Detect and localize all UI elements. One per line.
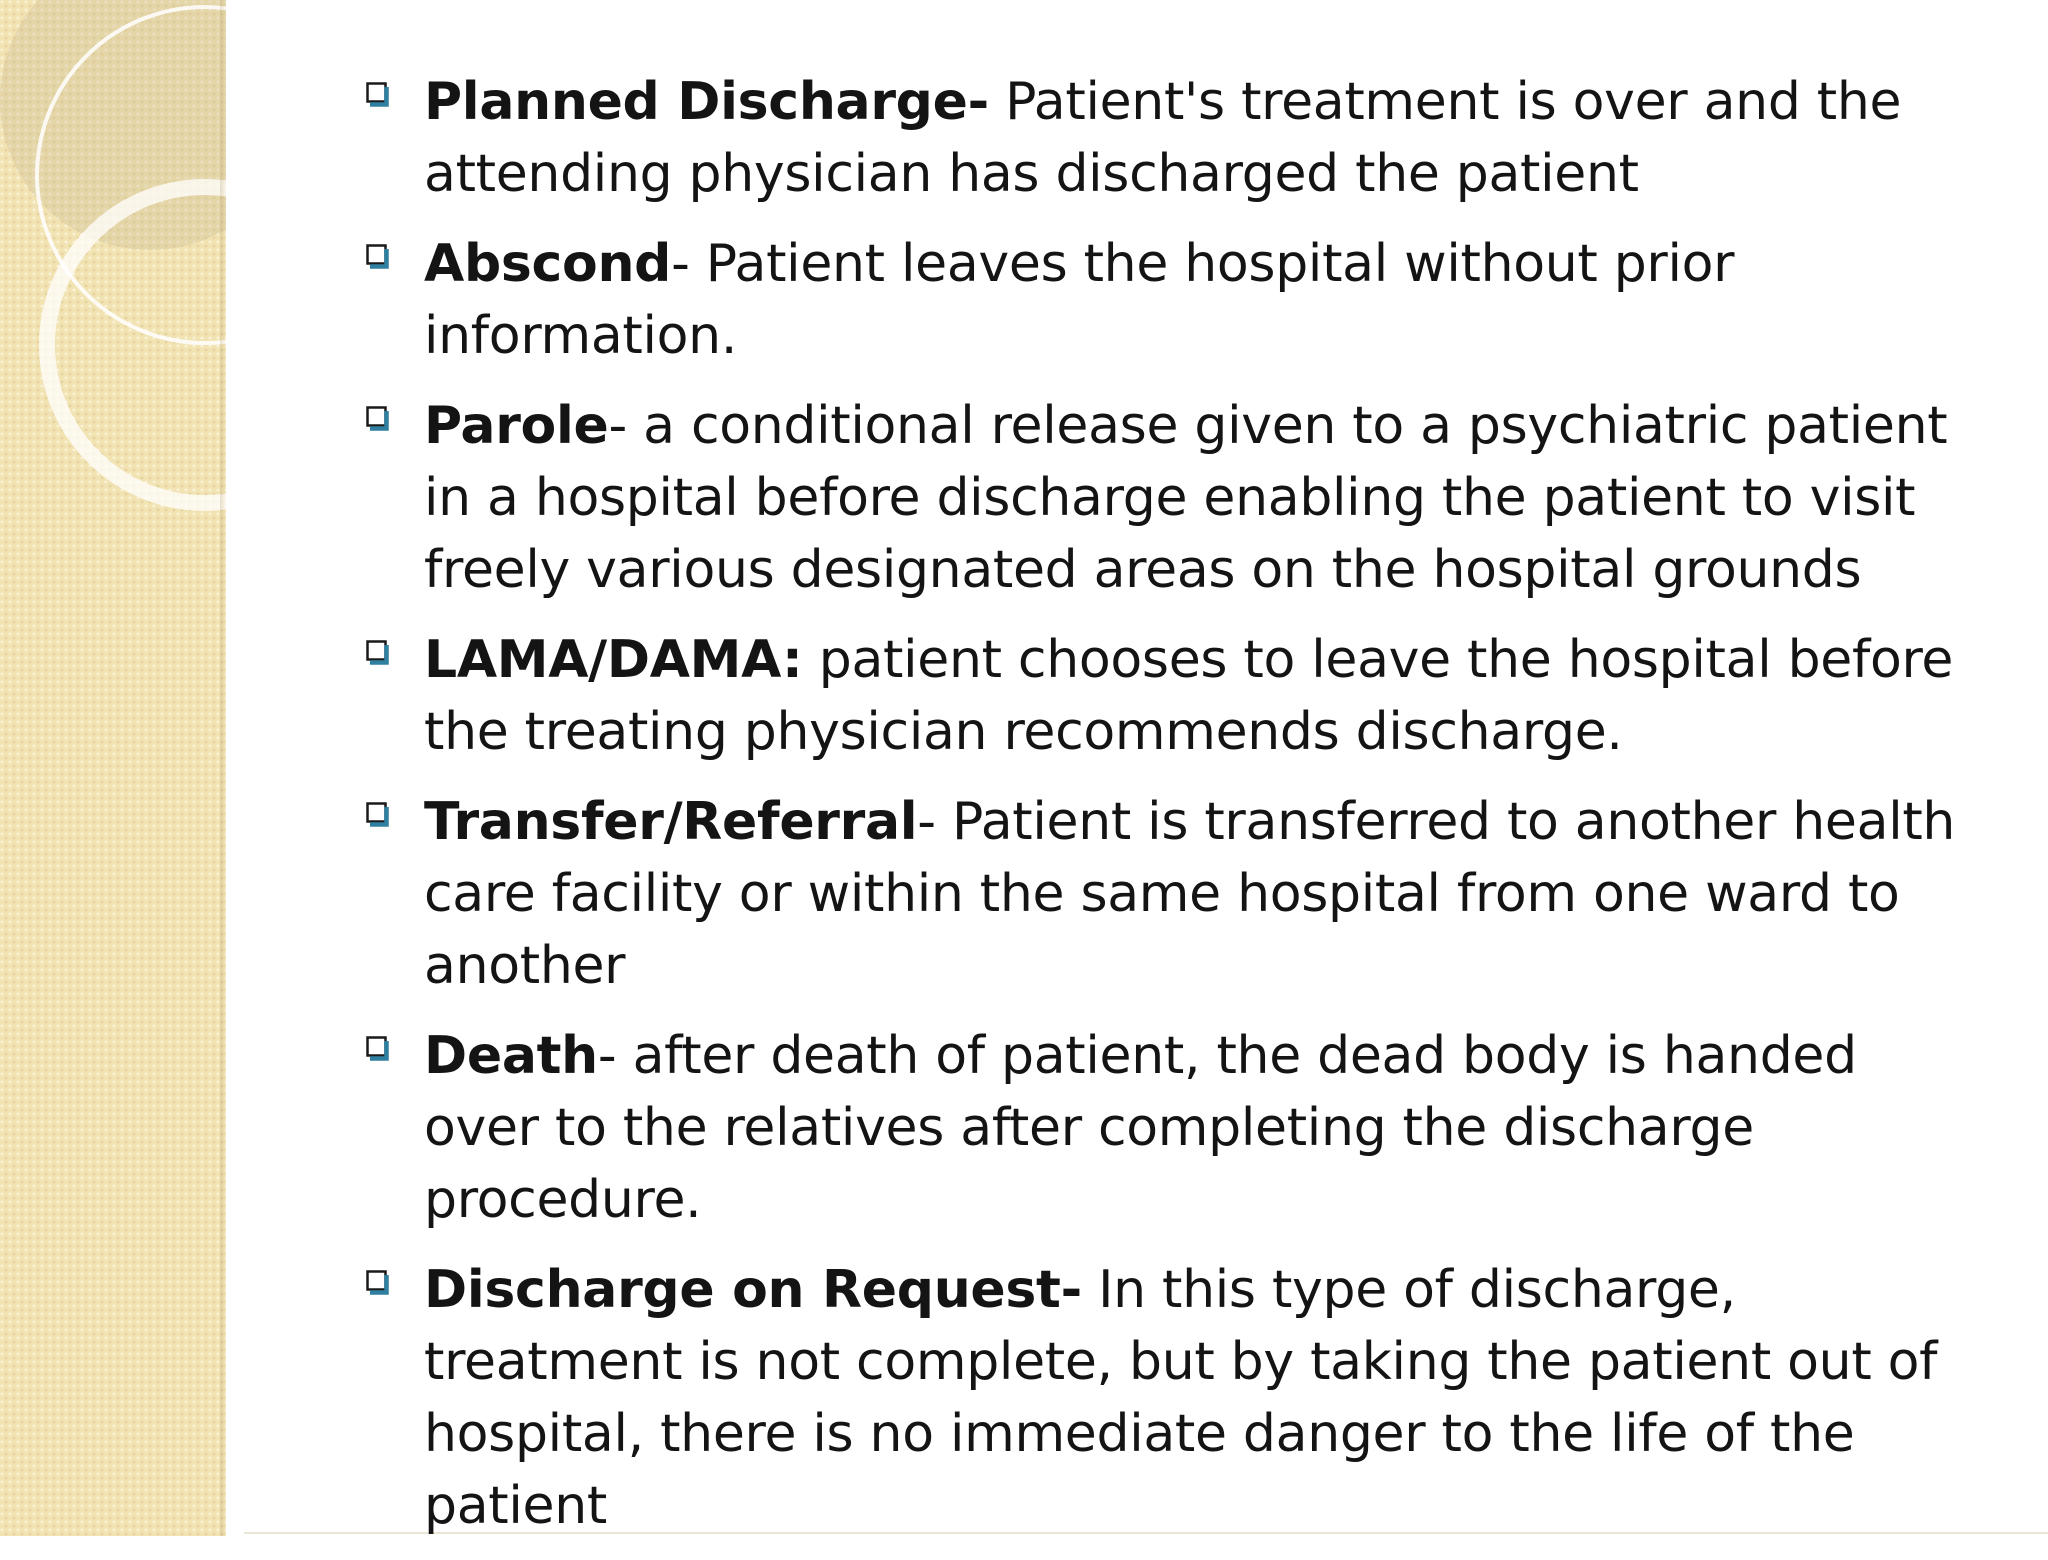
item-description: - after death of patient, the dead body is handed over to the relatives after completing the discharge procedure.: [424, 1026, 1857, 1230]
item-description: - Patient is transferred to another health care facility or within the same hospital from one ward to another: [424, 792, 1956, 996]
decorative-rings: [0, 0, 226, 520]
item-term: Parole: [424, 396, 609, 456]
list-item: [352, 228, 1972, 372]
item-term: Discharge on Request-: [424, 1260, 1082, 1320]
sidebar-edge: [220, 0, 226, 1536]
hollow-square-bullet-icon: [366, 640, 392, 668]
hollow-square-bullet-icon: [366, 802, 392, 830]
list-item: [352, 1254, 1972, 1542]
list-item: [352, 66, 1972, 210]
hollow-square-bullet-icon: [366, 406, 392, 434]
hollow-square-bullet-icon: [366, 1036, 392, 1064]
list-item: [352, 624, 1972, 768]
item-term: Abscond: [424, 234, 672, 294]
item-description: - Patient leaves the hospital without prior information.: [424, 234, 1735, 366]
list-item: [352, 1020, 1972, 1236]
list-item: [352, 390, 1972, 606]
item-term: Transfer/Referral: [424, 792, 918, 852]
item-description: patient chooses to leave the hospital before the treating physician recommends discharge.: [424, 630, 1954, 762]
hollow-square-bullet-icon: [366, 82, 392, 110]
item-term: LAMA/DAMA:: [424, 630, 803, 690]
item-description: In this type of discharge, treatment is not complete, but by taking the patient out of hospital, there is no immediate danger to the life of the patient: [424, 1260, 1938, 1536]
item-description: - a conditional release given to a psychiatric patient in a hospital before discharge enabling the patient to visit freely various designated areas on the hospital grounds: [424, 396, 1948, 600]
hollow-square-bullet-icon: [366, 244, 392, 272]
decorative-sidebar: [0, 0, 226, 1536]
hollow-square-bullet-icon: [366, 1270, 392, 1298]
item-term: Planned Discharge-: [424, 72, 989, 132]
discharge-types-list: [352, 66, 1972, 1560]
item-term: Death: [424, 1026, 598, 1086]
list-item: [352, 786, 1972, 1002]
item-description: Patient's treatment is over and the attending physician has discharged the patient: [424, 72, 1902, 204]
